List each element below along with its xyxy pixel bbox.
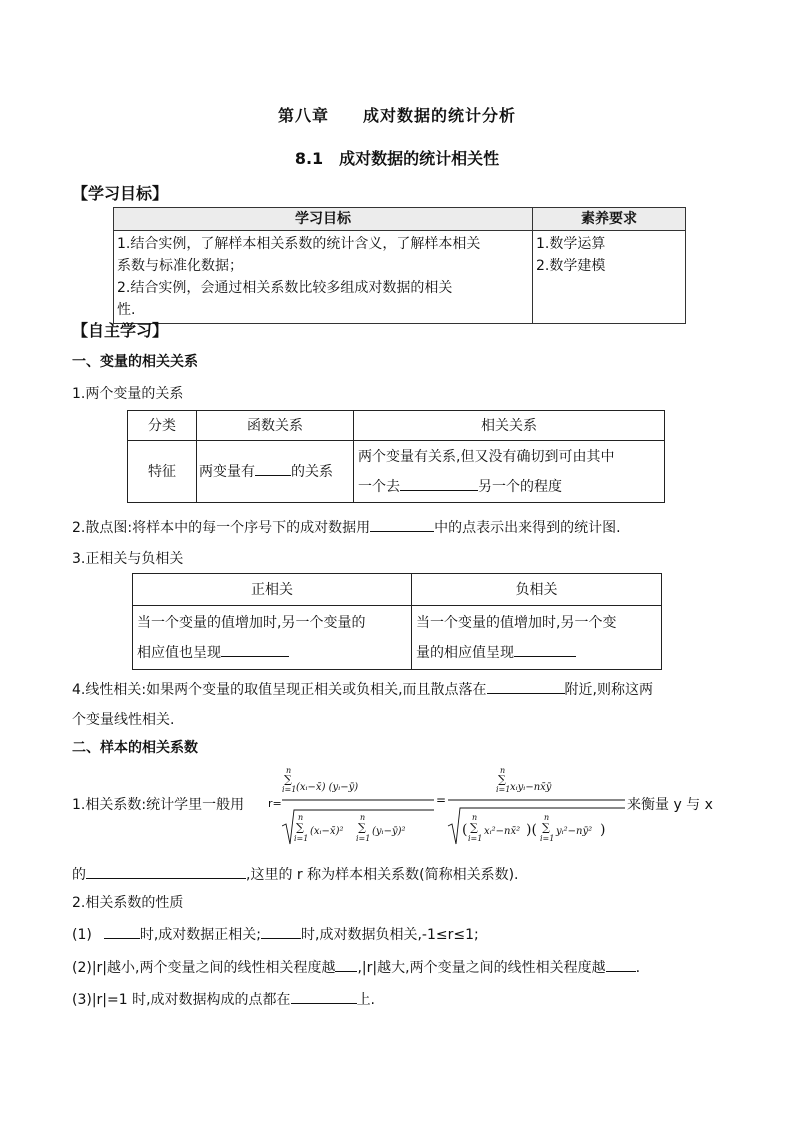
svg-text:=: = <box>436 793 447 807</box>
coef-definition: 的 ,这里的 r 称为样本相关系数(简称相关系数). <box>72 864 518 884</box>
literacy-2: 2.数学建模 <box>536 258 606 274</box>
blank <box>487 679 565 694</box>
goals-table <box>113 207 686 324</box>
blank <box>400 476 478 491</box>
correlation-feature: 两个变量有关系,但又没有确切到可由其中 一个去 另一个的程度 <box>354 441 665 503</box>
svg-text:): ) <box>600 822 606 838</box>
r-equals: r= <box>268 797 282 810</box>
coef-intro: 1.相关系数:统计学里一般用 <box>72 797 245 813</box>
svg-text:n: n <box>286 766 292 775</box>
goals-cell <box>114 231 533 324</box>
goals-col-header: 学习目标 <box>114 208 533 231</box>
svg-text:i=1: i=1 <box>356 834 371 843</box>
property-2: (2)|r|越小,两个变量之间的线性相关程度越 ,|r|越大,两个变量之间的线性相关程度越 . <box>72 957 640 977</box>
svg-text:i=1: i=1 <box>282 785 297 794</box>
svg-text:n: n <box>500 766 506 775</box>
pos-cell: 当一个变量的值增加时,另一个变量的 相应值也呈现 <box>133 606 412 670</box>
neg-cell: 当一个变量的值增加时,另一个变 量的相应值呈现 <box>412 606 662 670</box>
goal-1b: 系数与标准化数据； <box>117 258 243 274</box>
literacy-cell <box>533 231 686 324</box>
header-class: 分类 <box>128 411 197 441</box>
neg-header: 负相关 <box>412 574 662 606</box>
svg-text:∑: ∑ <box>470 821 478 834</box>
svg-text:∑: ∑ <box>498 773 506 786</box>
pos-header: 正相关 <box>133 574 412 606</box>
sub3: 3.正相关与负相关 <box>72 551 184 567</box>
goals-heading: 【学习目标】 <box>72 184 169 203</box>
chapter-title: 第八章 成对数据的统计分析 <box>277 106 516 125</box>
header-correlation: 相关关系 <box>354 411 665 441</box>
blank <box>514 642 576 657</box>
blank <box>606 957 636 972</box>
svg-text:i=1: i=1 <box>496 785 511 794</box>
goal-1a: 1.结合实例，了解样本相关系数的统计含义，了解样本相关 <box>117 236 481 252</box>
self-study-heading: 【自主学习】 <box>72 321 169 340</box>
svg-text:n: n <box>472 813 478 822</box>
svg-text:xᵢ²−nx̄²: xᵢ²−nx̄² <box>484 826 521 837</box>
svg-text:∑: ∑ <box>358 821 366 834</box>
blank <box>291 989 357 1004</box>
svg-text:(xᵢ−x̄)²: (xᵢ−x̄)² <box>310 826 344 837</box>
svg-text:)(: )( <box>526 822 537 838</box>
correlation-formula <box>282 764 627 848</box>
blank <box>335 957 357 972</box>
pos-neg-table <box>132 573 662 670</box>
sub4: 4.线性相关:如果两个变量的取值呈现正相关或负相关,而且散点落在 附近,则称这两 <box>72 679 653 699</box>
svg-text:yᵢ²−nȳ²: yᵢ²−nȳ² <box>556 826 593 837</box>
literacy-col-header: 素养要求 <box>533 208 686 231</box>
blank <box>86 864 246 879</box>
svg-text:i=1: i=1 <box>540 834 555 843</box>
svg-text:i=1: i=1 <box>294 834 309 843</box>
properties-title: 2.相关系数的性质 <box>72 895 184 911</box>
svg-text:∑: ∑ <box>284 773 292 786</box>
variable-relation-table <box>127 410 665 503</box>
svg-text:n: n <box>298 813 304 822</box>
svg-text:(yᵢ−ȳ)²: (yᵢ−ȳ)² <box>372 826 406 837</box>
function-feature: 两变量有 的关系 <box>197 441 354 503</box>
svg-text:xᵢyᵢ−nx̄ȳ: xᵢyᵢ−nx̄ȳ <box>510 782 552 793</box>
blank <box>261 924 301 939</box>
goal-2a: 2.结合实例，会通过相关系数比较多组成对数据的相关 <box>117 280 453 296</box>
literacy-1: 1.数学运算 <box>536 236 606 252</box>
svg-text:n: n <box>544 813 550 822</box>
goal-2b: 性. <box>117 302 136 318</box>
part2-heading: 二、样本的相关系数 <box>72 740 198 756</box>
svg-text:i=1: i=1 <box>468 834 483 843</box>
feature-label: 特征 <box>128 441 197 503</box>
blank <box>221 642 289 657</box>
blank <box>370 517 434 532</box>
property-3: (3)|r|=1 时,成对数据构成的点都在 上. <box>72 989 375 1009</box>
header-function: 函数关系 <box>197 411 354 441</box>
coef-measure: 来衡量 y 与 x <box>627 797 713 813</box>
svg-text:(xᵢ−x̄) (yᵢ−ȳ): (xᵢ−x̄) (yᵢ−ȳ) <box>296 782 359 793</box>
svg-text:∑: ∑ <box>296 821 304 834</box>
section-title: 8.1 成对数据的统计相关性 <box>294 149 500 168</box>
part1-heading: 一、变量的相关关系 <box>72 354 198 370</box>
svg-text:n: n <box>360 813 366 822</box>
svg-text:∑: ∑ <box>542 821 550 834</box>
blank <box>104 924 140 939</box>
blank <box>255 461 291 476</box>
sub2: 2.散点图:将样本中的每一个序号下的成对数据用 中的点表示出来得到的统计图. <box>72 517 621 537</box>
property-1: (1) 时,成对数据正相关; 时,成对数据负相关,-1≤r≤1; <box>72 924 479 944</box>
sub4-cont: 个变量线性相关. <box>72 712 175 728</box>
sub1: 1.两个变量的关系 <box>72 386 184 402</box>
svg-text:(: ( <box>462 822 468 838</box>
